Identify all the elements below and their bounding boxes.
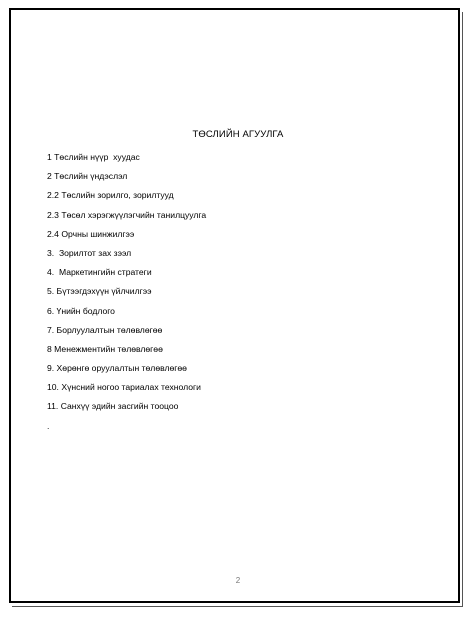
page-number: 2	[235, 576, 241, 585]
toc-item-2-4: 2.4 Орчны шинжилгээ	[47, 228, 135, 239]
toc-item-dot: .	[47, 420, 50, 431]
page-title: ТӨСЛИЙН АГУУЛГА	[192, 129, 284, 140]
toc-item-9: 9. Хөрөнгө оруулалтын төлөвлөгөө	[47, 363, 187, 374]
toc-item-2-2: 2.2 Төслийн зорилго, зорилтууд	[47, 190, 174, 201]
toc-item-10: 10. Хүнсний ногоо тариалах технологи	[47, 382, 201, 393]
toc-item-2-3: 2.3 Төсөл хэрэгжүүлэгчийн танилцуулга	[47, 209, 207, 220]
toc-item-4: 4. Маркетингийн стратеги	[47, 267, 152, 278]
toc-item-3: 3. Зорилтот зах зээл	[47, 247, 132, 258]
toc-item-2: 2 Төслийн үндэслэл	[47, 171, 128, 182]
table-of-contents	[47, 151, 206, 439]
toc-item-6: 6. Үнийн бодлого	[47, 305, 115, 316]
toc-item-7: 7. Борлуулалтын төлөвлөгөө	[47, 324, 163, 335]
toc-item-11: 11. Санхүү эдийн засгийн тооцоо	[47, 401, 179, 412]
toc-item-5: 5. Бүтээгдэхүүн үйлчилгээ	[47, 286, 152, 297]
toc-item-8: 8 Менежментийн төлөвлөгөө	[47, 343, 163, 354]
toc-item-1: 1 Төслийн нүүр хуудас	[47, 152, 140, 162]
